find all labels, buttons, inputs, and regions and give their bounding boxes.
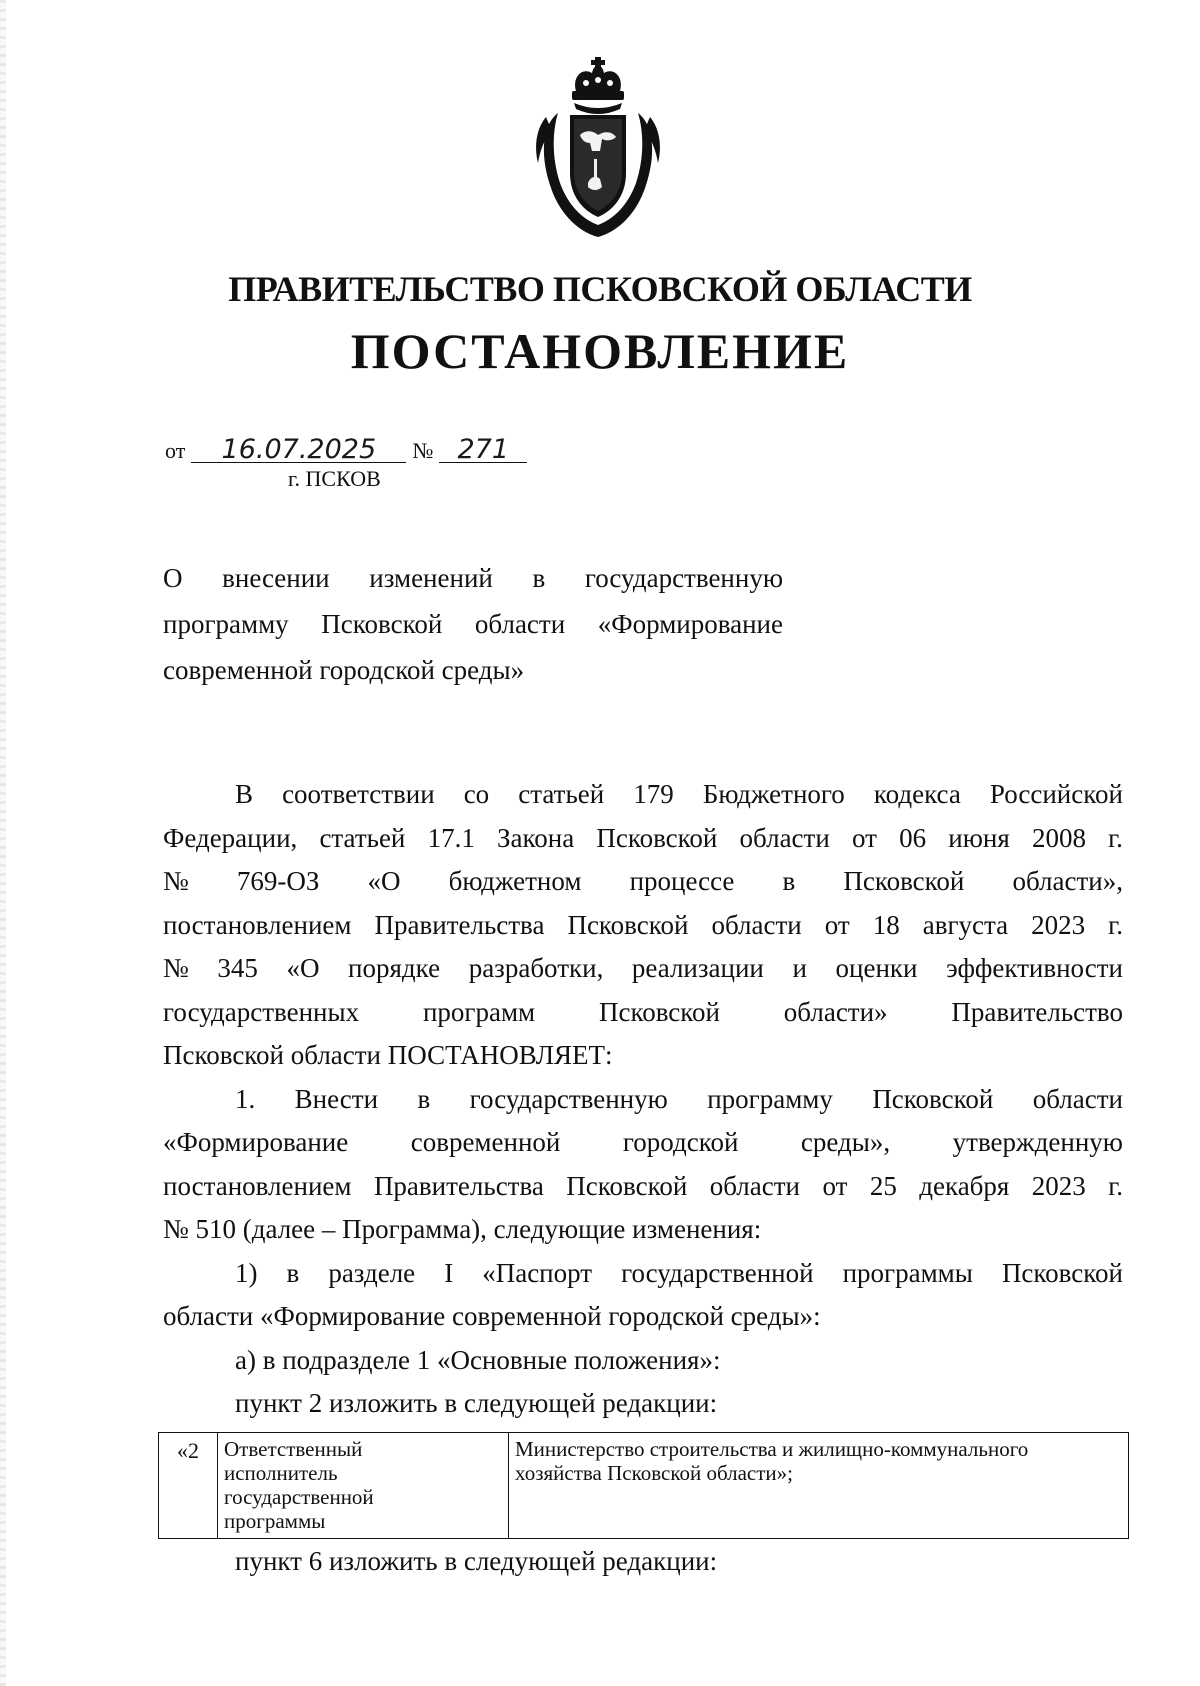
document-date: 16.07.2025 [191,438,406,463]
body-word: области», [1012,866,1123,896]
label-line: исполнитель [224,1461,338,1485]
body-word: № 510 (далее – Программа), следующие изменения: [163,1214,762,1244]
body-word: государственную [469,1083,668,1114]
body-word: «Формирование [163,1127,349,1157]
document-body [163,773,1123,1426]
body-word: Псковской [1001,1257,1123,1288]
body-word: Правительства [374,909,545,940]
body-word: Псковской [872,1083,994,1114]
body-word: Псковской [598,996,720,1027]
body-line [163,1339,1123,1383]
body-word: Псковской [566,1170,688,1201]
body-word: в [286,1257,300,1288]
body-word: «Паспорт [482,1257,593,1288]
body-word: от [851,822,877,853]
document-number: 271 [439,438,527,463]
body-word: г. [1108,1170,1123,1201]
body-word: статьей [319,822,406,853]
body-word: современной [410,1127,561,1157]
body-word: городской [622,1127,739,1157]
body-word: постановлением [163,909,352,940]
body-word: оценки [835,953,918,983]
subject-line: программу Псковской области «Формирование [163,609,783,639]
body-word: эффективности [946,953,1123,983]
label-line: Ответственный [224,1437,363,1461]
document-subject [163,555,783,693]
body-word: № [163,953,189,983]
body-word: программы [842,1257,973,1288]
body-word: 06 [899,822,927,853]
city: г. ПСКОВ [288,466,381,491]
date-number-line [165,434,527,465]
body-word: В [235,779,254,809]
body-word: 179 [633,779,674,809]
value-line: Министерство строительства и жилищно-коммунального [515,1437,1029,1461]
body-word: 2023 [1031,909,1086,940]
body-line [163,1165,1123,1209]
body-word: 1. [235,1083,256,1114]
body-word: области «Формирование современной городской среды»: [163,1301,821,1331]
date-prefix: от [165,438,186,463]
body-word: пункт 2 изложить в следующей редакции: [235,1388,718,1418]
pskov-coat-of-arms-icon [528,55,668,245]
body-word: августа [922,909,1009,940]
body-word: Внести [294,1083,379,1114]
body-word: г. [1108,909,1123,940]
body-word: Правительства [373,1170,544,1201]
body-word: Псковской [596,822,718,853]
body-line [163,904,1123,948]
body-word: процессе [629,866,735,896]
body-line [163,817,1123,861]
body-word: 769-ОЗ [236,866,320,896]
body-word: государственных [163,996,360,1027]
body-line [163,1252,1123,1296]
amendment-table [158,1432,1129,1539]
body-line [163,860,1123,904]
body-word: в [782,866,796,896]
body-word: Псковской области ПОСТАНОВЛЯЕТ: [163,1040,613,1070]
body-word: 17.1 [427,822,475,853]
body-word: 25 [869,1170,897,1201]
body-line [163,1295,1123,1339]
body-word: программу [707,1083,833,1114]
body-word: области [711,909,802,940]
scan-edge [0,0,6,1686]
body-word: постановлением [163,1170,352,1201]
body-word: 1) [235,1257,258,1288]
body-word: 18 [872,909,900,940]
body-line [163,773,1123,817]
body-line [163,1034,1123,1078]
body-word: июня [948,822,1010,853]
body-word: 345 [217,953,258,983]
subject-line: современной городской среды» [163,655,525,685]
body-word: 2008 [1031,822,1086,853]
after-table-text: пункт 6 изложить в следующей редакции: [235,1546,718,1576]
label-line: программы [224,1509,326,1533]
body-word: разработки, [468,953,604,983]
body-line [163,1078,1123,1122]
label-cell [218,1433,509,1539]
body-word: и [792,953,807,983]
body-word: программ [422,996,536,1027]
body-word: а) в подразделе 1 «Основные положения»: [235,1344,721,1375]
body-word: статьей [518,779,605,809]
value-cell [509,1433,1129,1539]
table-row [159,1433,1129,1539]
body-word: в [417,1083,431,1114]
body-word: I [444,1257,454,1288]
subject-line: О внесении изменений в государственную [163,563,783,593]
body-word: «О [286,953,320,983]
body-word: области [739,822,830,853]
body-word: кодекса [873,779,961,809]
body-word: «О [367,866,401,896]
body-word: от [822,1170,848,1201]
label-line: государственной [224,1485,374,1509]
body-word: области [1032,1083,1123,1114]
body-word: утвержденную [952,1127,1123,1157]
body-line [163,1208,1123,1252]
body-word: г. [1108,822,1123,853]
body-word: соответствии [282,779,435,809]
document-type: ПОСТАНОВЛЕНИЕ [350,323,850,379]
government-title: ПРАВИТЕЛЬСТВО ПСКОВСКОЙ ОБЛАСТИ [228,269,972,309]
body-word: Закона [496,822,575,853]
body-line [163,1121,1123,1165]
body-word: области» [783,996,888,1027]
body-word: № [163,866,189,896]
body-word: области [709,1170,800,1201]
body-word: 2023 [1031,1170,1086,1201]
body-word: Российской [989,779,1123,809]
body-word: со [463,779,490,809]
body-word: Псковской [567,909,689,940]
body-word: разделе [328,1257,416,1288]
body-word: Псковской [843,866,965,896]
body-line [163,947,1123,991]
body-line [163,1382,1123,1426]
body-word: государственной [621,1257,814,1288]
body-word: декабря [919,1170,1010,1201]
body-line [163,991,1123,1035]
body-word: реализации [631,953,764,983]
body-word: среды», [800,1127,891,1157]
value-line: хозяйства Псковской области»; [515,1461,793,1485]
body-word: Бюджетного [702,779,845,809]
body-word: бюджетном [448,866,582,896]
body-word: порядке [348,953,441,983]
body-word: Правительство [951,996,1123,1027]
body-word: Федерации, [163,822,298,853]
number-prefix: № [412,438,434,463]
row-number-cell: «2 [159,1433,218,1539]
body-word: от [824,909,850,940]
